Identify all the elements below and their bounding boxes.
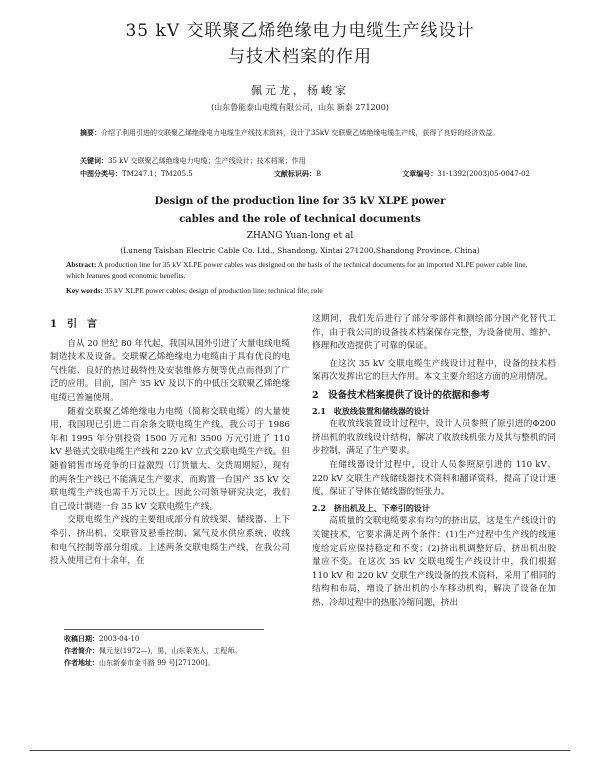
abstract-text: 介绍了利用引进的交联聚乙烯绝缘电力电缆生产线技术资料，设计了35kV 交联聚乙烯绝缘电缆生产线，获得了良好的经济效益。 xyxy=(101,129,500,137)
keywords-label: 关键词： xyxy=(80,156,108,165)
subsection-2-1-paragraph-1: 在收放线装置设计过程中，设计人员参照了原引进的Φ200 挤出机的收放线设计结构，解决了收放线机张力及其与整机的同步控制，满足了生产要求。 xyxy=(312,419,556,457)
keywords-cn xyxy=(80,156,530,166)
title-line-1: 35 kV 交联聚乙烯绝缘电力电缆生产线设计 xyxy=(125,21,475,41)
footnote-author: 作者简介：佩元龙(1972—)，男，山东莱芜人，工程师。 xyxy=(64,646,242,655)
section-1-paragraph-4: 这期间，我们先后进行了部分零部件和测绘部分国产化替代工作，由于我公司的设备技术档案保存完整，为设备使用、维护、修理和改造提供了可靠的保证。 xyxy=(312,314,556,352)
page-bottom-rule xyxy=(30,750,570,751)
english-abstract-text: A production line for 35 kV XLPE power cables was designed on the basis of the technical documents for an imported XLPE power cable line, which features good economic benefits. xyxy=(66,260,528,280)
title-line-2: 与技术档案的作用 xyxy=(228,47,372,67)
english-affiliation: (Luneng Taishan Electric Cable Co. Ltd., Shandong, Xintai 271200,Shandong Province, China) xyxy=(120,246,480,255)
footnote-address: 作者地址：山东新泰市金斗路 99 号[271200]。 xyxy=(64,658,215,667)
authors: 佩元龙，杨峻家 xyxy=(251,84,349,97)
section-1-heading: 1 引 言 xyxy=(50,319,97,330)
english-keywords-text: 35 kV XLPE power cables; design of production line; technical file; role xyxy=(104,286,323,295)
section-1-paragraph-5: 在这次 35 kV 交联电缆生产线设计过程中，设备的技术档案再次发挥出它的巨大作用。本文主要介绍这方面的应用情况。 xyxy=(312,358,556,383)
section-1-paragraph-2: 随着交联聚乙烯绝缘电力电缆（简称交联电缆）的大量使用，我国现已引进二百余条交联电缆生产线。我公司于 1986 年和 1995 年分别投资 1500 万元和 3500 万元引进了 110 kV 悬链式交联电缆生产线和 220 kV 立式交联电缆生产线。但随着销售市场竞争的日益激烈（订货量大、交货周期短），现有的两条生产线已不能满足生产要求，而购置一台国产 35 kV 交联电缆生产线也需千万元以上。因此公司领导研究决定，我们自己设计制造一台 35 kV 交联电缆生产线。 xyxy=(50,406,290,512)
right-column xyxy=(312,313,556,610)
classification-row xyxy=(80,169,530,179)
abstract-label: 摘要： xyxy=(80,128,101,137)
english-title-line-1: Design of the production line for 35 kV XLPE power xyxy=(154,196,446,207)
doc-code: 文献标识码：B xyxy=(273,169,322,178)
subsection-2-1-paragraph-2: 在储线器设计过程中，设计人员参照原引进的 110 kV、220 kV 交联生产线储线器技术资料和翻译资料，提高了设计速度，保证了导体在储线器的恒张力。 xyxy=(312,459,556,498)
footnote-received: 收稿日期：2003-04-10 xyxy=(64,634,140,643)
english-keywords-label: Key words: xyxy=(66,286,103,295)
section-1-paragraph-1: 自从 20 世纪 80 年代起，我国从国外引进了大量电线电缆制造技术及设备。交联聚乙烯绝缘电力电缆由于具有优良的电气性能、良好的热过载特性及安装维修方便等优点而得到了广泛的应用。目前，国产 35 kV 及以下的中低压交联聚乙烯绝缘电缆已普遍使用。 xyxy=(50,338,290,403)
subsection-2-2-paragraph-1: 高质量的交联电缆要求有均匀的挤出层，这是生产线设计的关键技术，它要求满足两个条件：(1)生产过程中生产线的线速度给定后应保持稳定和不变；(2)挤出机调整好后，挤出机出胶量应不变。在这次 35 kV 交联电缆生产线设计中，我们根据 110 kV 和 220 kV 交联生产线设备的技术资料，采用了相同的结构和布局，增设了挤出机的小车移动机构，解决了设备在加热、冷却过程中的热胀冷缩问题，挤出 xyxy=(312,516,556,608)
subsection-2-2-heading: 2.2 挤出机及上、下牵引的设计 xyxy=(312,502,430,513)
keywords-text: 35 kV 交联聚乙烯绝缘电力电缆；生产线设计；技术档案；作用 xyxy=(108,157,306,165)
english-abstract-label: Abstract: xyxy=(66,260,97,269)
left-column xyxy=(50,318,290,569)
abstract-cn xyxy=(80,128,530,138)
affiliation: (山东鲁能泰山电缆有限公司，山东 新泰 271200) xyxy=(211,103,389,112)
english-abstract xyxy=(66,259,536,281)
clc: 中图分类号：TM247.1；TM205.5 xyxy=(80,169,193,178)
subsection-2-1-heading: 2.1 收放线装置和储线器的设计 xyxy=(312,405,430,416)
footnote-divider xyxy=(64,629,264,630)
section-1-paragraph-3: 交联电缆生产线的主要组成部分有放线架、储线器、上下牵引、挤出机、交联管及悬垂控制、氮气及水供应系统、收线和电气控制等部分组成。上述两条交联电缆生产线，在我公司投入使用已有十余年，在 xyxy=(50,515,290,567)
article-number: 文章编号：31-1392(2003)05-0047-02 xyxy=(402,169,530,178)
english-title-line-2: cables and the role of technical documents xyxy=(179,214,421,225)
english-authors: ZHANG Yuan-long et al xyxy=(246,231,354,241)
section-2-heading: 2 设备技术档案提供了设计的依据和参考 xyxy=(312,389,490,401)
english-keywords xyxy=(66,285,536,296)
